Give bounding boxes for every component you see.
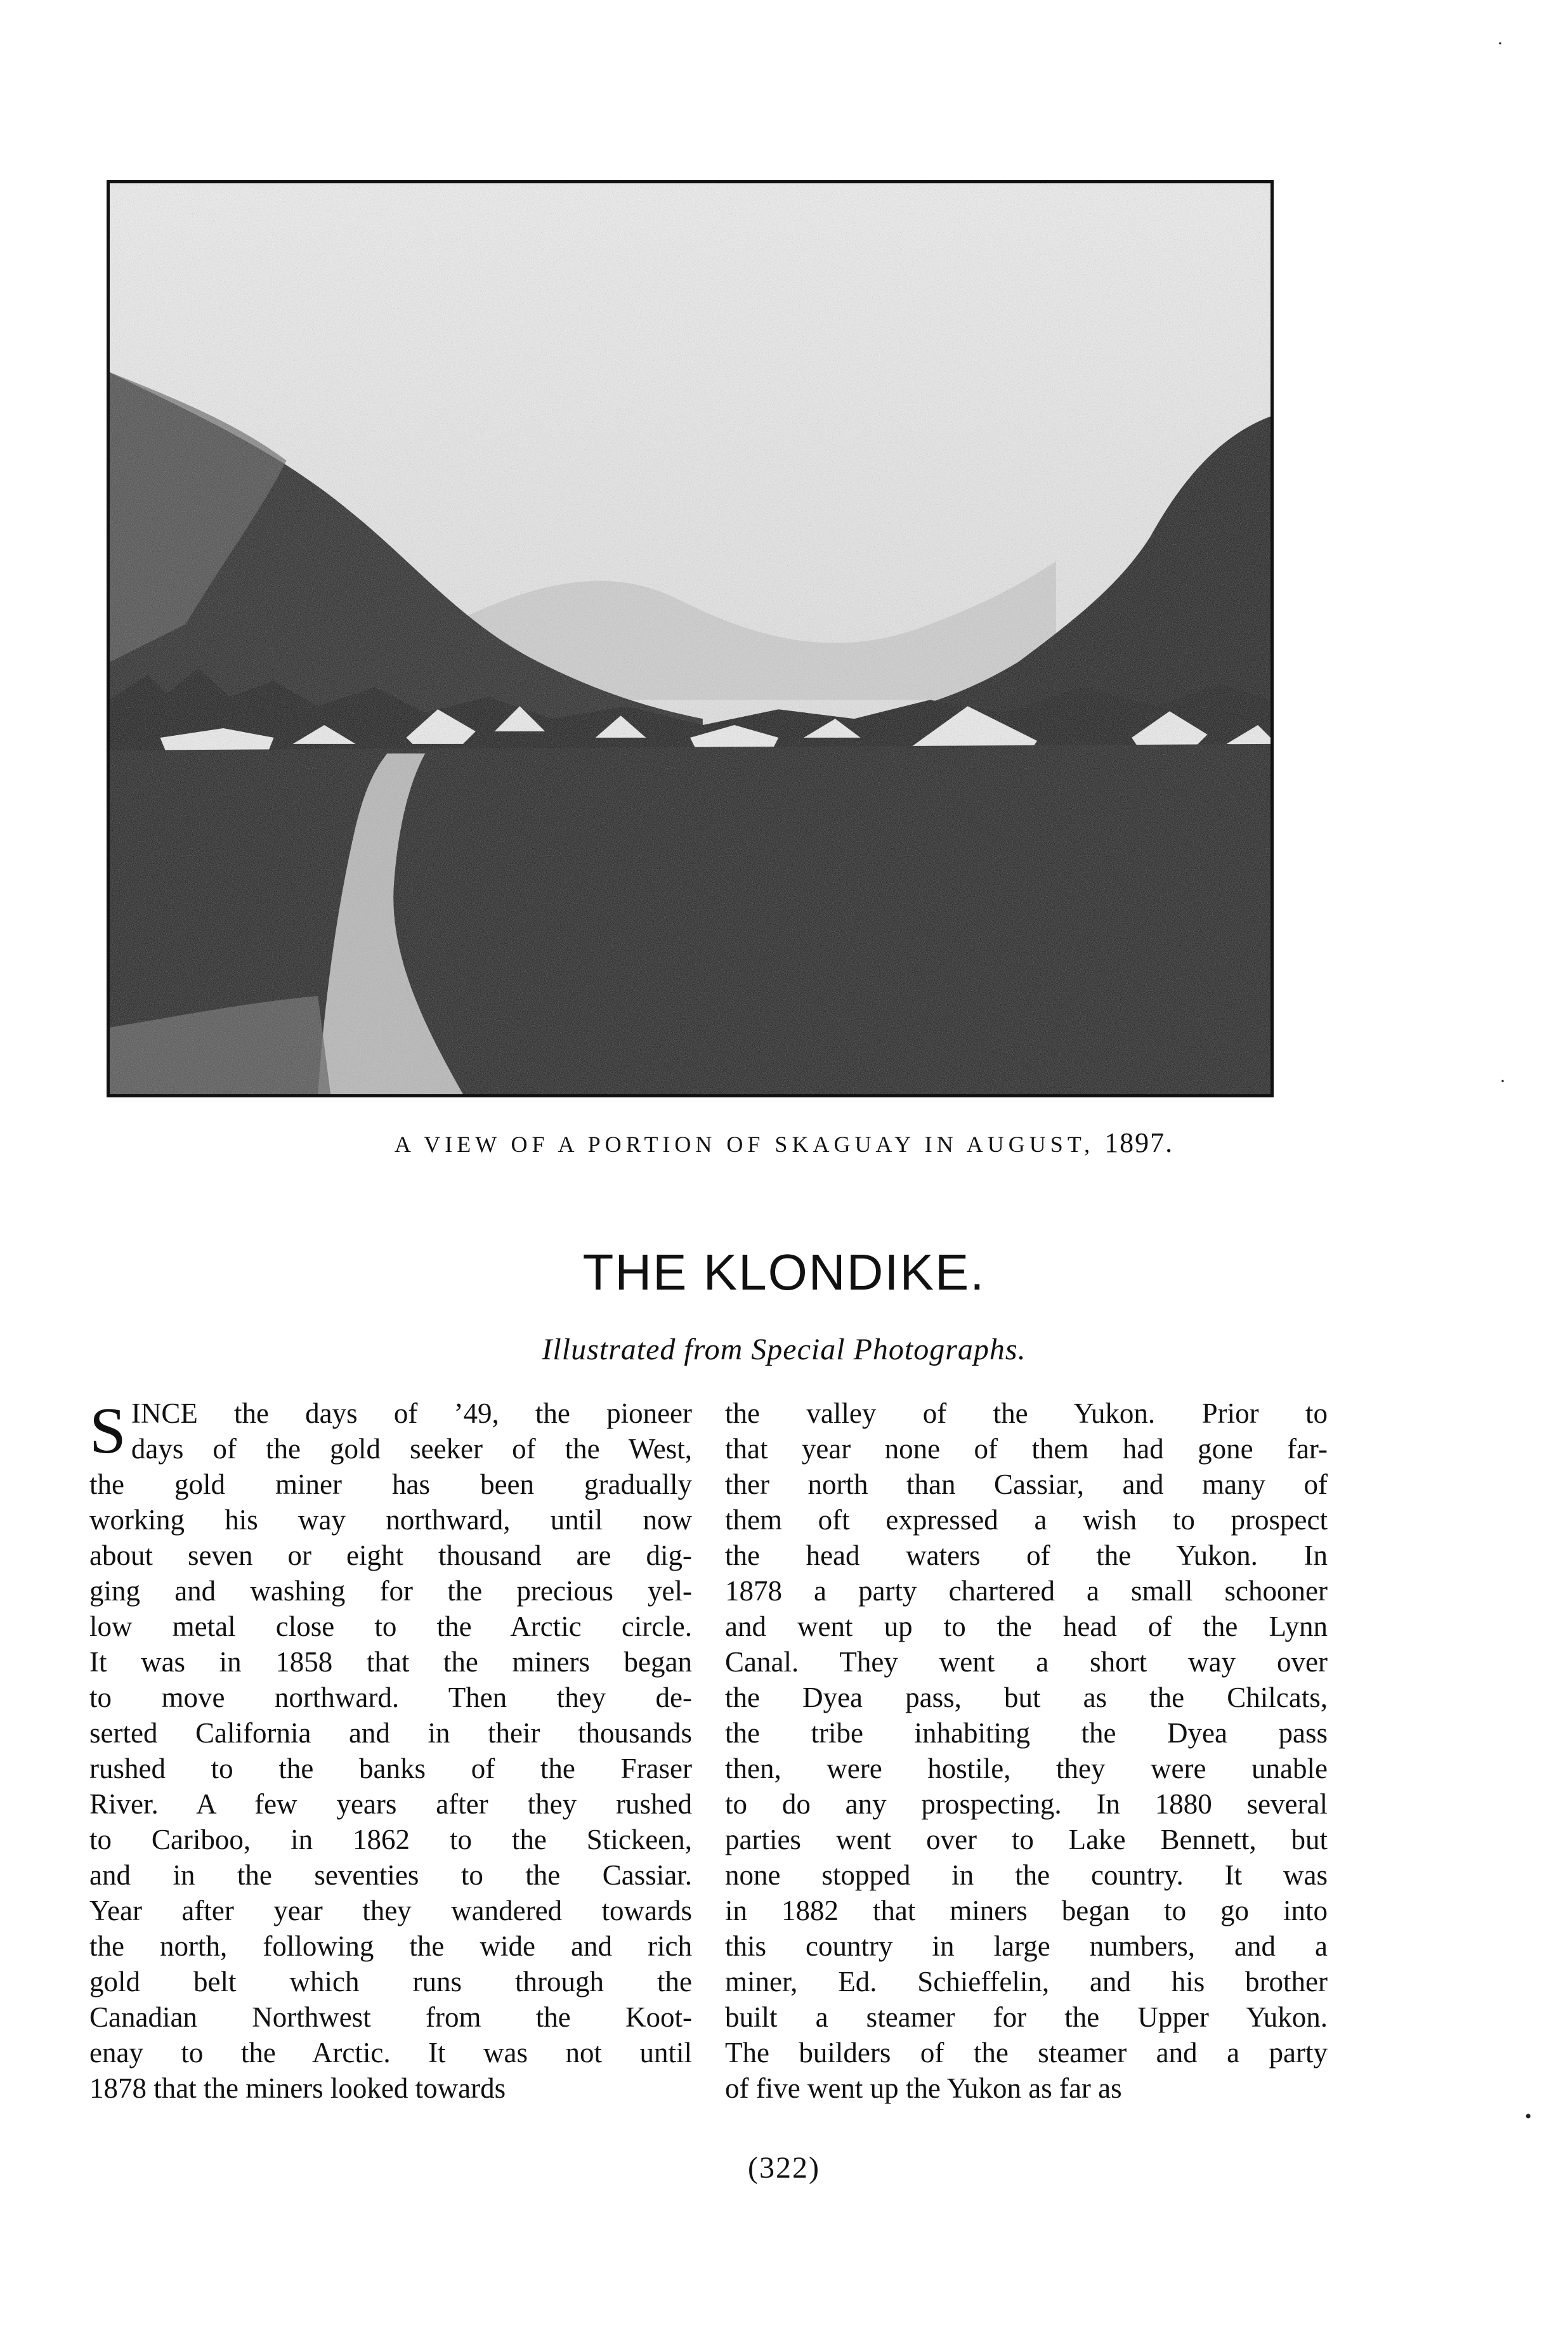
text-line: the valley of the Yukon. Prior to xyxy=(725,1397,1328,1429)
text-line: them oft expressed a wish to prospect xyxy=(725,1504,1328,1536)
article-subtitle: Illustrated from Special Photographs. xyxy=(542,1333,1026,1366)
text-line: none stopped in the country. It was xyxy=(725,1859,1328,1891)
text-line: The builders of the steamer and a party xyxy=(725,2037,1328,2069)
text-line: to Cariboo, in 1862 to the Stickeen, xyxy=(89,1824,692,1855)
text-line: Canadian Northwest from the Koot- xyxy=(89,2001,692,2033)
text-line: to do any prospecting. In 1880 several xyxy=(725,1788,1328,1820)
text-line: INCE the days of ’49, the pioneer xyxy=(131,1397,692,1429)
text-line: in 1882 that miners began to go into xyxy=(725,1895,1328,1926)
text-line: this country in large numbers, and a xyxy=(725,1930,1328,1962)
text-line: Year after year they wandered towards xyxy=(89,1895,692,1926)
scan-speck: • xyxy=(1525,2106,1532,2127)
scan-speck: · xyxy=(1499,1071,1506,1092)
text-line: and in the seventies to the Cassiar. xyxy=(89,1859,692,1891)
text-line: days of the gold seeker of the West, xyxy=(131,1433,692,1465)
text-line: of five went up the Yukon as far as xyxy=(725,2072,1122,2104)
text-line: the north, following the wide and rich xyxy=(89,1930,692,1962)
text-line: miner, Ed. Schieffelin, and his brother xyxy=(725,1966,1328,1997)
text-line: built a steamer for the Upper Yukon. xyxy=(725,2001,1328,2033)
text-line: and went up to the head of the Lynn xyxy=(725,1611,1328,1642)
page-number: (322) xyxy=(748,2151,820,2185)
text-line: the head waters of the Yukon. In xyxy=(725,1540,1328,1571)
text-line: Canal. They went a short way over xyxy=(725,1646,1328,1678)
text-line: rushed to the banks of the Fraser xyxy=(89,1753,692,1784)
text-line: the tribe inhabiting the Dyea pass xyxy=(725,1717,1328,1749)
text-line: gold belt which runs through the xyxy=(89,1966,692,1997)
skaguay-photograph xyxy=(107,180,1274,1097)
text-line: the gold miner has been gradually xyxy=(89,1468,692,1500)
text-line: that year none of them had gone far- xyxy=(725,1433,1328,1465)
text-line: parties went over to Lake Bennett, but xyxy=(725,1824,1328,1855)
caption-year: 1897. xyxy=(1104,1127,1174,1158)
text-line: to move northward. Then they de- xyxy=(89,1682,692,1713)
text-line: the Dyea pass, but as the Chilcats, xyxy=(725,1682,1328,1713)
text-line: serted California and in their thousands xyxy=(89,1717,692,1749)
caption-text: A VIEW OF A PORTION OF SKAGUAY IN AUGUST, xyxy=(394,1132,1095,1157)
text-line: about seven or eight thousand are dig- xyxy=(89,1540,692,1571)
scan-speck: · xyxy=(1497,33,1503,54)
text-line: River. A few years after they rushed xyxy=(89,1788,692,1820)
article-title: THE KLONDIKE. xyxy=(582,1244,986,1300)
text-line: It was in 1858 that the miners began xyxy=(89,1646,692,1678)
left-column xyxy=(89,1396,692,2106)
text-line: enay to the Arctic. It was not until xyxy=(89,2037,692,2069)
text-line: ging and washing for the precious yel- xyxy=(89,1575,692,1607)
right-column xyxy=(725,1396,1328,2106)
photo-illustration xyxy=(110,183,1271,1094)
photo-caption xyxy=(0,1127,1568,1159)
drop-cap: S xyxy=(89,1394,126,1467)
text-line: low metal close to the Arctic circle. xyxy=(89,1611,692,1642)
text-line: ther north than Cassiar, and many of xyxy=(725,1468,1328,1500)
text-line: 1878 that the miners looked towards xyxy=(89,2072,506,2104)
text-line: working his way northward, until now xyxy=(89,1504,692,1536)
photo-grain xyxy=(110,183,1271,1094)
text-line: 1878 a party chartered a small schooner xyxy=(725,1575,1328,1607)
text-line: then, were hostile, they were unable xyxy=(725,1753,1328,1784)
